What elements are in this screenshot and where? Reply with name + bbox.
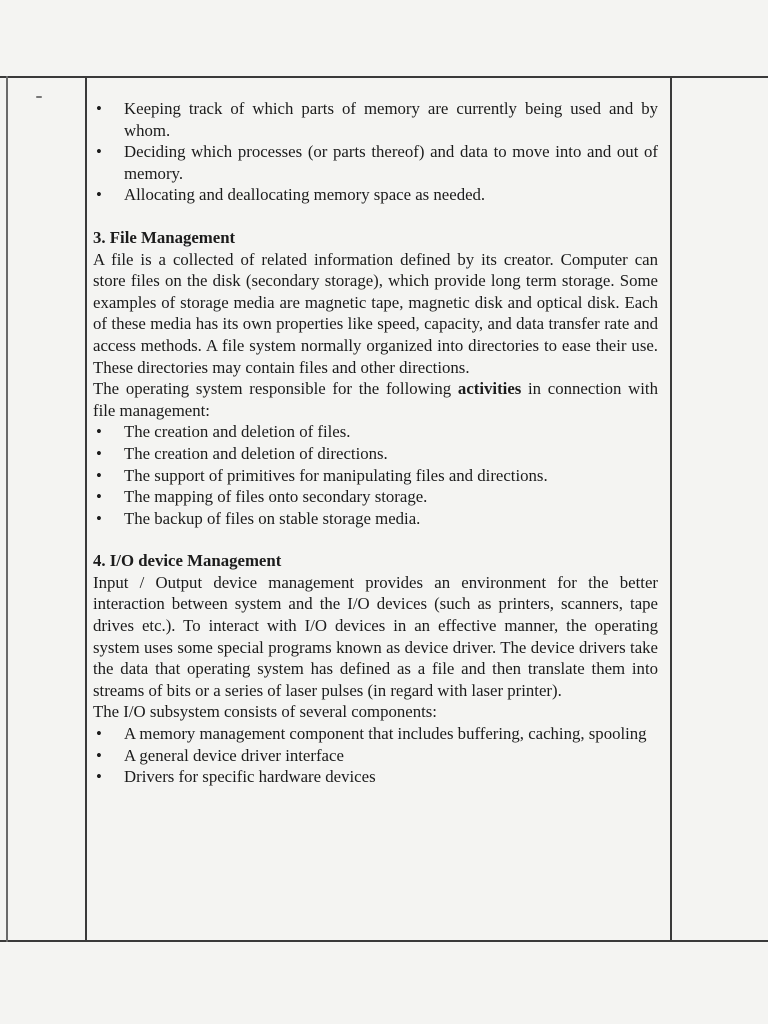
scan-mark	[36, 96, 42, 98]
list-item: • Drivers for specific hardware devices	[96, 767, 376, 787]
io-components-list	[93, 723, 658, 788]
bullet-icon: •	[96, 465, 102, 485]
list-item: • A memory management component that includes buffering, caching, spooling	[96, 724, 647, 744]
file-management-paragraph: A file is a collected of related information defined by its creator. Computer can store files on the disk (secondary storage), which provide long term storage. Some examples of storage media are magnetic tape, magnetic disk and optical disk. Each of these media has its own properties like speed, capacity, and data transfer rate and access methods. A file system normally organized into directories to ease their use. These directories may contain files and other directions.	[93, 249, 658, 377]
memory-bullet-list	[93, 98, 658, 206]
bullet-icon: •	[96, 745, 102, 765]
file-management-heading: 3. File Management	[93, 227, 236, 247]
list-item: • Keeping track of which parts of memory are currently being used and by whom.	[96, 99, 658, 140]
list-item: • The backup of files on stable storage media.	[96, 508, 421, 528]
table-top-border	[0, 76, 768, 78]
bullet-icon: •	[96, 443, 102, 463]
bullet-icon: •	[96, 724, 102, 744]
list-item: • The creation and deletion of files.	[96, 422, 351, 442]
table-left-edge-border	[6, 76, 8, 942]
io-management-paragraph: Input / Output device management provides an environment for the better interaction between system and the I/O devices (such as printers, scanners, tape drives etc.). To interact with I/O devices in an effective manner, the operating system uses some special programs known as device driver. The device drivers take the data that operating system has defined as a file and then translate them into streams of bits or a series of laser pulses (in regard with laser printer).	[93, 572, 658, 700]
list-item: • Allocating and deallocating memory space as needed.	[96, 185, 486, 205]
bullet-icon: •	[96, 142, 102, 162]
list-item: • The support of primitives for manipulating files and directions.	[96, 465, 548, 485]
list-item: • The creation and deletion of directions.	[96, 443, 388, 463]
list-item: • The mapping of files onto secondary storage.	[96, 487, 428, 507]
io-components-intro: The I/O subsystem consists of several components:	[93, 702, 437, 722]
file-activities-list	[93, 421, 658, 529]
bullet-icon: •	[96, 508, 102, 528]
document-body	[93, 98, 658, 788]
table-left-column-divider	[85, 76, 87, 942]
io-management-heading: 4. I/O device Management	[93, 551, 282, 571]
bullet-icon: •	[96, 185, 102, 205]
list-item: • A general device driver interface	[96, 745, 344, 765]
table-right-column-divider	[670, 76, 672, 942]
table-bottom-border	[0, 940, 768, 942]
bullet-icon: •	[96, 422, 102, 442]
bullet-icon: •	[96, 99, 102, 118]
list-item: • Deciding which processes (or parts thereof) and data to move into and out of memory.	[96, 142, 658, 183]
bullet-icon: •	[96, 487, 102, 507]
bullet-icon: •	[96, 767, 102, 787]
file-activities-intro: The operating system responsible for the following activities in connection with file management:	[93, 379, 658, 420]
